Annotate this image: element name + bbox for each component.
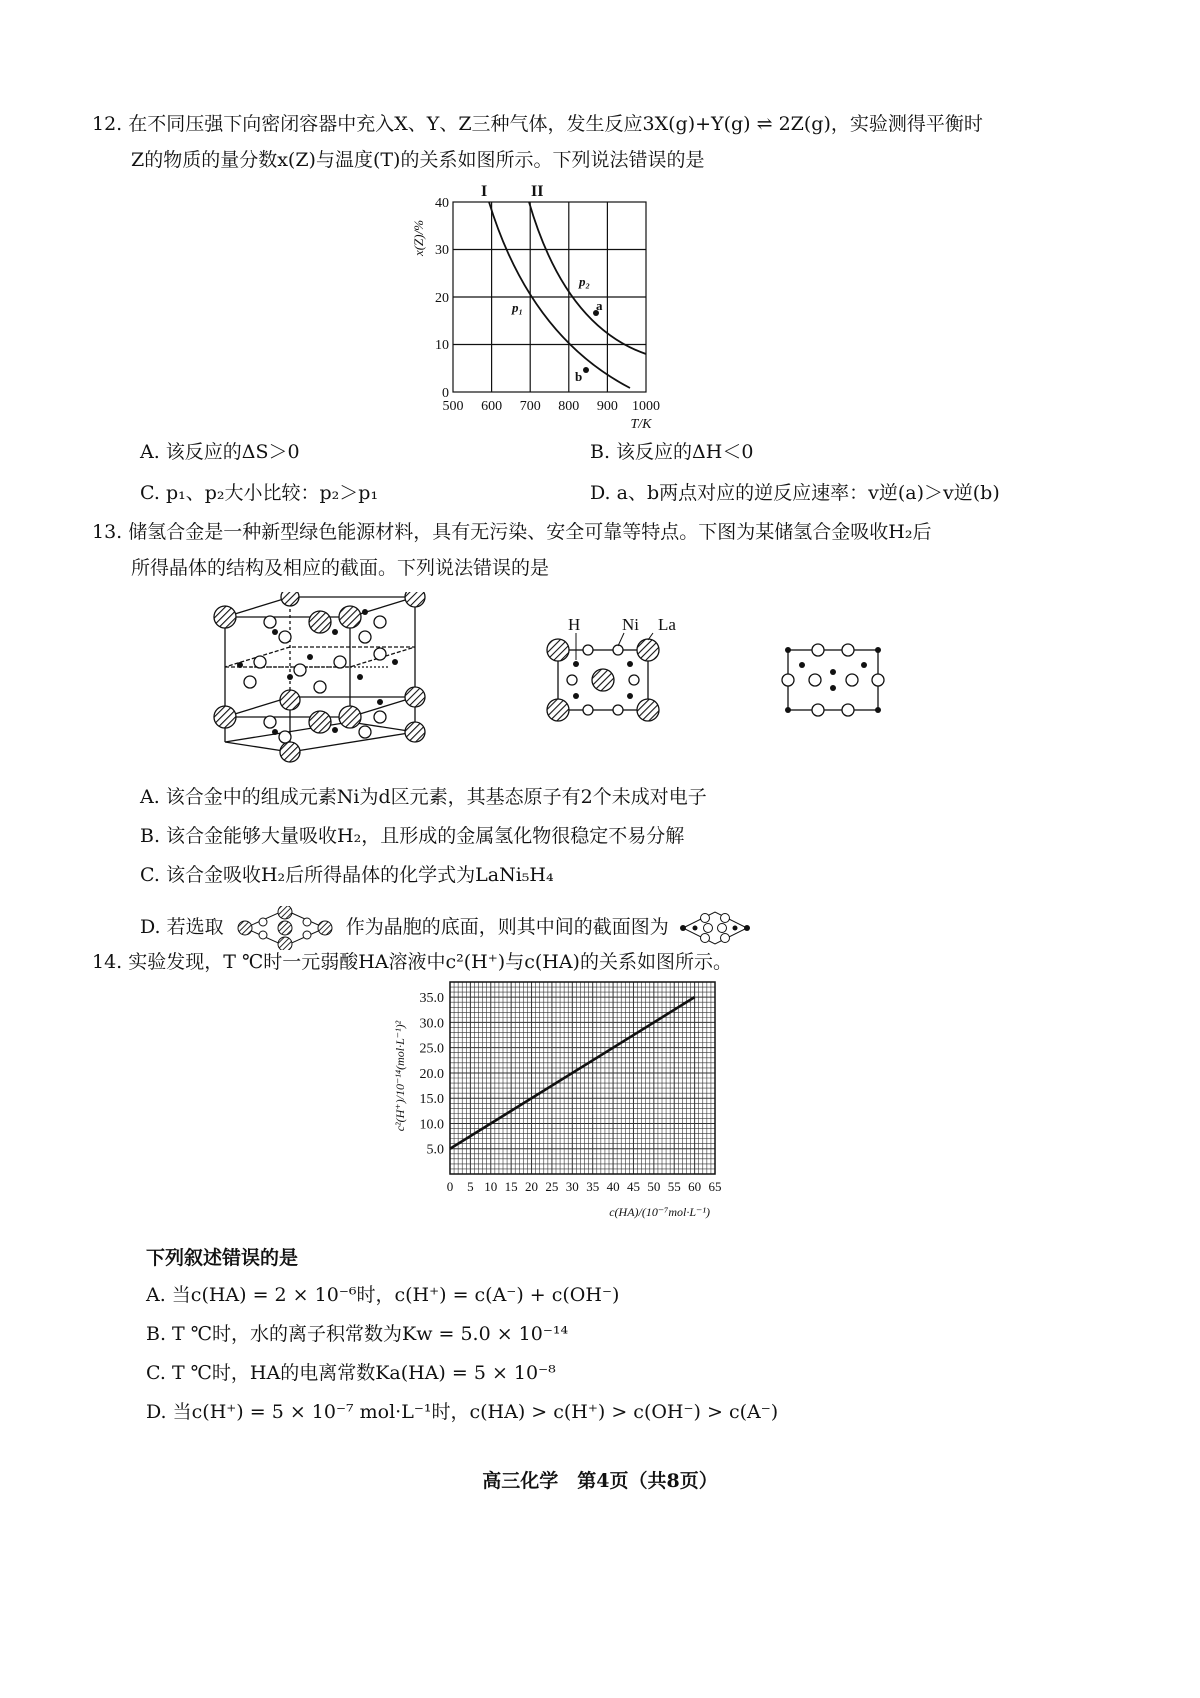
y-tick: 35.0 [419, 991, 444, 1007]
q14-option-d[interactable]: D. 当c(H⁺) = 5 × 10⁻⁷ mol·L⁻¹时，c(HA) > c(H⁺) > c(OH⁻) > c(A⁻) [146, 1401, 779, 1423]
x-tick: 65 [708, 1179, 722, 1194]
x-tick: 700 [519, 399, 541, 414]
q13-option-d[interactable] [140, 906, 755, 950]
x-tick: 55 [667, 1179, 681, 1194]
y-tick: 40 [435, 196, 449, 211]
cross-section-1-figure [547, 615, 676, 721]
x-tick: 900 [596, 399, 618, 414]
x-tick: 1000 [632, 399, 660, 414]
curve-p1 [489, 202, 630, 388]
point-b [583, 367, 589, 373]
y-tick: 25.0 [419, 1041, 444, 1057]
x-tick: 60 [688, 1179, 702, 1194]
legend-h: H [568, 615, 581, 634]
point-a-label: a [596, 298, 603, 313]
y-tick: 30.0 [419, 1016, 444, 1032]
x-tick: 35 [586, 1179, 600, 1194]
cross-section-2-figure [782, 644, 884, 716]
curve-label-II: II [531, 183, 544, 200]
y-tick: 20 [435, 291, 449, 306]
q13-stem-line1: 13. 储氢合金是一种新型绿色能源材料，具有无污染、安全可靠等特点。下图为某储氢合金吸收H₂后 [92, 521, 932, 543]
q14-option-c[interactable]: C. T ℃时，HA的电离常数Ka(HA) = 5 × 10⁻⁸ [146, 1362, 556, 1384]
y-tick: 10.0 [419, 1117, 444, 1133]
q12-xz-temperature-chart [405, 176, 695, 438]
q13-crystal-figures [190, 592, 1000, 772]
x-tick: 0 [446, 1179, 454, 1194]
q12-stem-line2: Z的物质的量分数x(Z)与温度(T)的关系如图所示。下列说法错误的是 [131, 149, 705, 171]
y-tick: 30 [435, 243, 449, 258]
y-tick: 15.0 [419, 1092, 444, 1108]
x-tick: 25 [545, 1179, 559, 1194]
curve-label-I: I [481, 183, 488, 200]
x-tick: 600 [481, 399, 503, 414]
base-face-diagram [230, 906, 340, 950]
y-tick: 0 [442, 386, 449, 401]
q13-option-b[interactable]: B. 该合金能够大量吸收H₂，且形成的金属氢化物很稳定不易分解 [140, 825, 685, 847]
q14-option-b[interactable]: B. T ℃时，水的离子积常数为Kw = 5.0 × 10⁻¹⁴ [146, 1323, 569, 1345]
q12-option-b[interactable]: B. 该反应的ΔH＜0 [590, 441, 754, 463]
middle-section-diagram [675, 908, 755, 948]
q14-option-a[interactable]: A. 当c(HA) = 2 × 10⁻⁶时，c(H⁺) = c(A⁻) + c(OH⁻) [146, 1284, 620, 1306]
point-b-label: b [575, 369, 583, 384]
x-tick: 50 [647, 1179, 661, 1194]
x-tick: 45 [626, 1179, 640, 1194]
p2-label: p₂ [579, 274, 591, 289]
q12-option-a[interactable]: A. 该反应的ΔS＞0 [140, 441, 300, 463]
q12-option-c[interactable]: C. p₁、p₂大小比较：p₂＞p₁ [140, 482, 379, 504]
q13-option-d-pre: D. 若选取 [140, 916, 224, 938]
q14-chart [390, 976, 750, 1234]
y-tick: 20.0 [419, 1066, 444, 1082]
x-tick: 30 [565, 1179, 579, 1194]
x-tick: 5 [467, 1179, 474, 1194]
x-tick: 500 [442, 399, 464, 414]
q12-stem-line1: 12. 在不同压强下向密闭容器中充入X、Y、Z三种气体，发生反应3X(g)+Y(g) ⇌ 2Z(g)，实验测得平衡时 [92, 113, 983, 135]
x-axis-label: c(HA)/(10⁻⁷mol·L⁻¹) [609, 1205, 710, 1219]
page-footer: 高三化学 第4页（共8页） [482, 1470, 718, 1492]
q14-sub-stem: 下列叙述错误的是 [146, 1247, 299, 1269]
legend-la: La [658, 615, 676, 634]
y-axis-label: x(Z)/% [411, 219, 426, 257]
x-axis-label: T/K [630, 417, 652, 432]
x-tick: 800 [558, 399, 580, 414]
q13-option-c[interactable]: C. 该合金吸收H₂后所得晶体的化学式为LaNi₅H₄ [140, 864, 554, 886]
y-tick: 10 [435, 338, 449, 353]
q12-option-d[interactable]: D. a、b两点对应的逆反应速率：v逆(a)＞v逆(b) [590, 482, 1000, 504]
q13-option-a[interactable]: A. 该合金中的组成元素Ni为d区元素，其基态原子有2个未成对电子 [140, 786, 707, 808]
x-tick: 20 [525, 1179, 539, 1194]
legend-ni: Ni [622, 615, 639, 634]
y-tick: 5.0 [426, 1142, 444, 1158]
q13-option-d-post: 作为晶胞的底面，则其中间的截面图为 [345, 916, 669, 938]
x-tick: 40 [606, 1179, 620, 1194]
q13-stem-line2: 所得晶体的结构及相应的截面。下列说法错误的是 [131, 557, 550, 579]
y-axis-label: c²(H⁺)/10⁻¹⁴(mol·L⁻¹)² [393, 1020, 407, 1132]
x-tick: 10 [484, 1179, 498, 1194]
q14-stem: 14. 实验发现，T ℃时一元弱酸HA溶液中c²(H⁺)与c(HA)的关系如图所示。 [92, 951, 732, 973]
x-tick: 15 [504, 1179, 518, 1194]
p1-label: p₁ [512, 300, 524, 315]
